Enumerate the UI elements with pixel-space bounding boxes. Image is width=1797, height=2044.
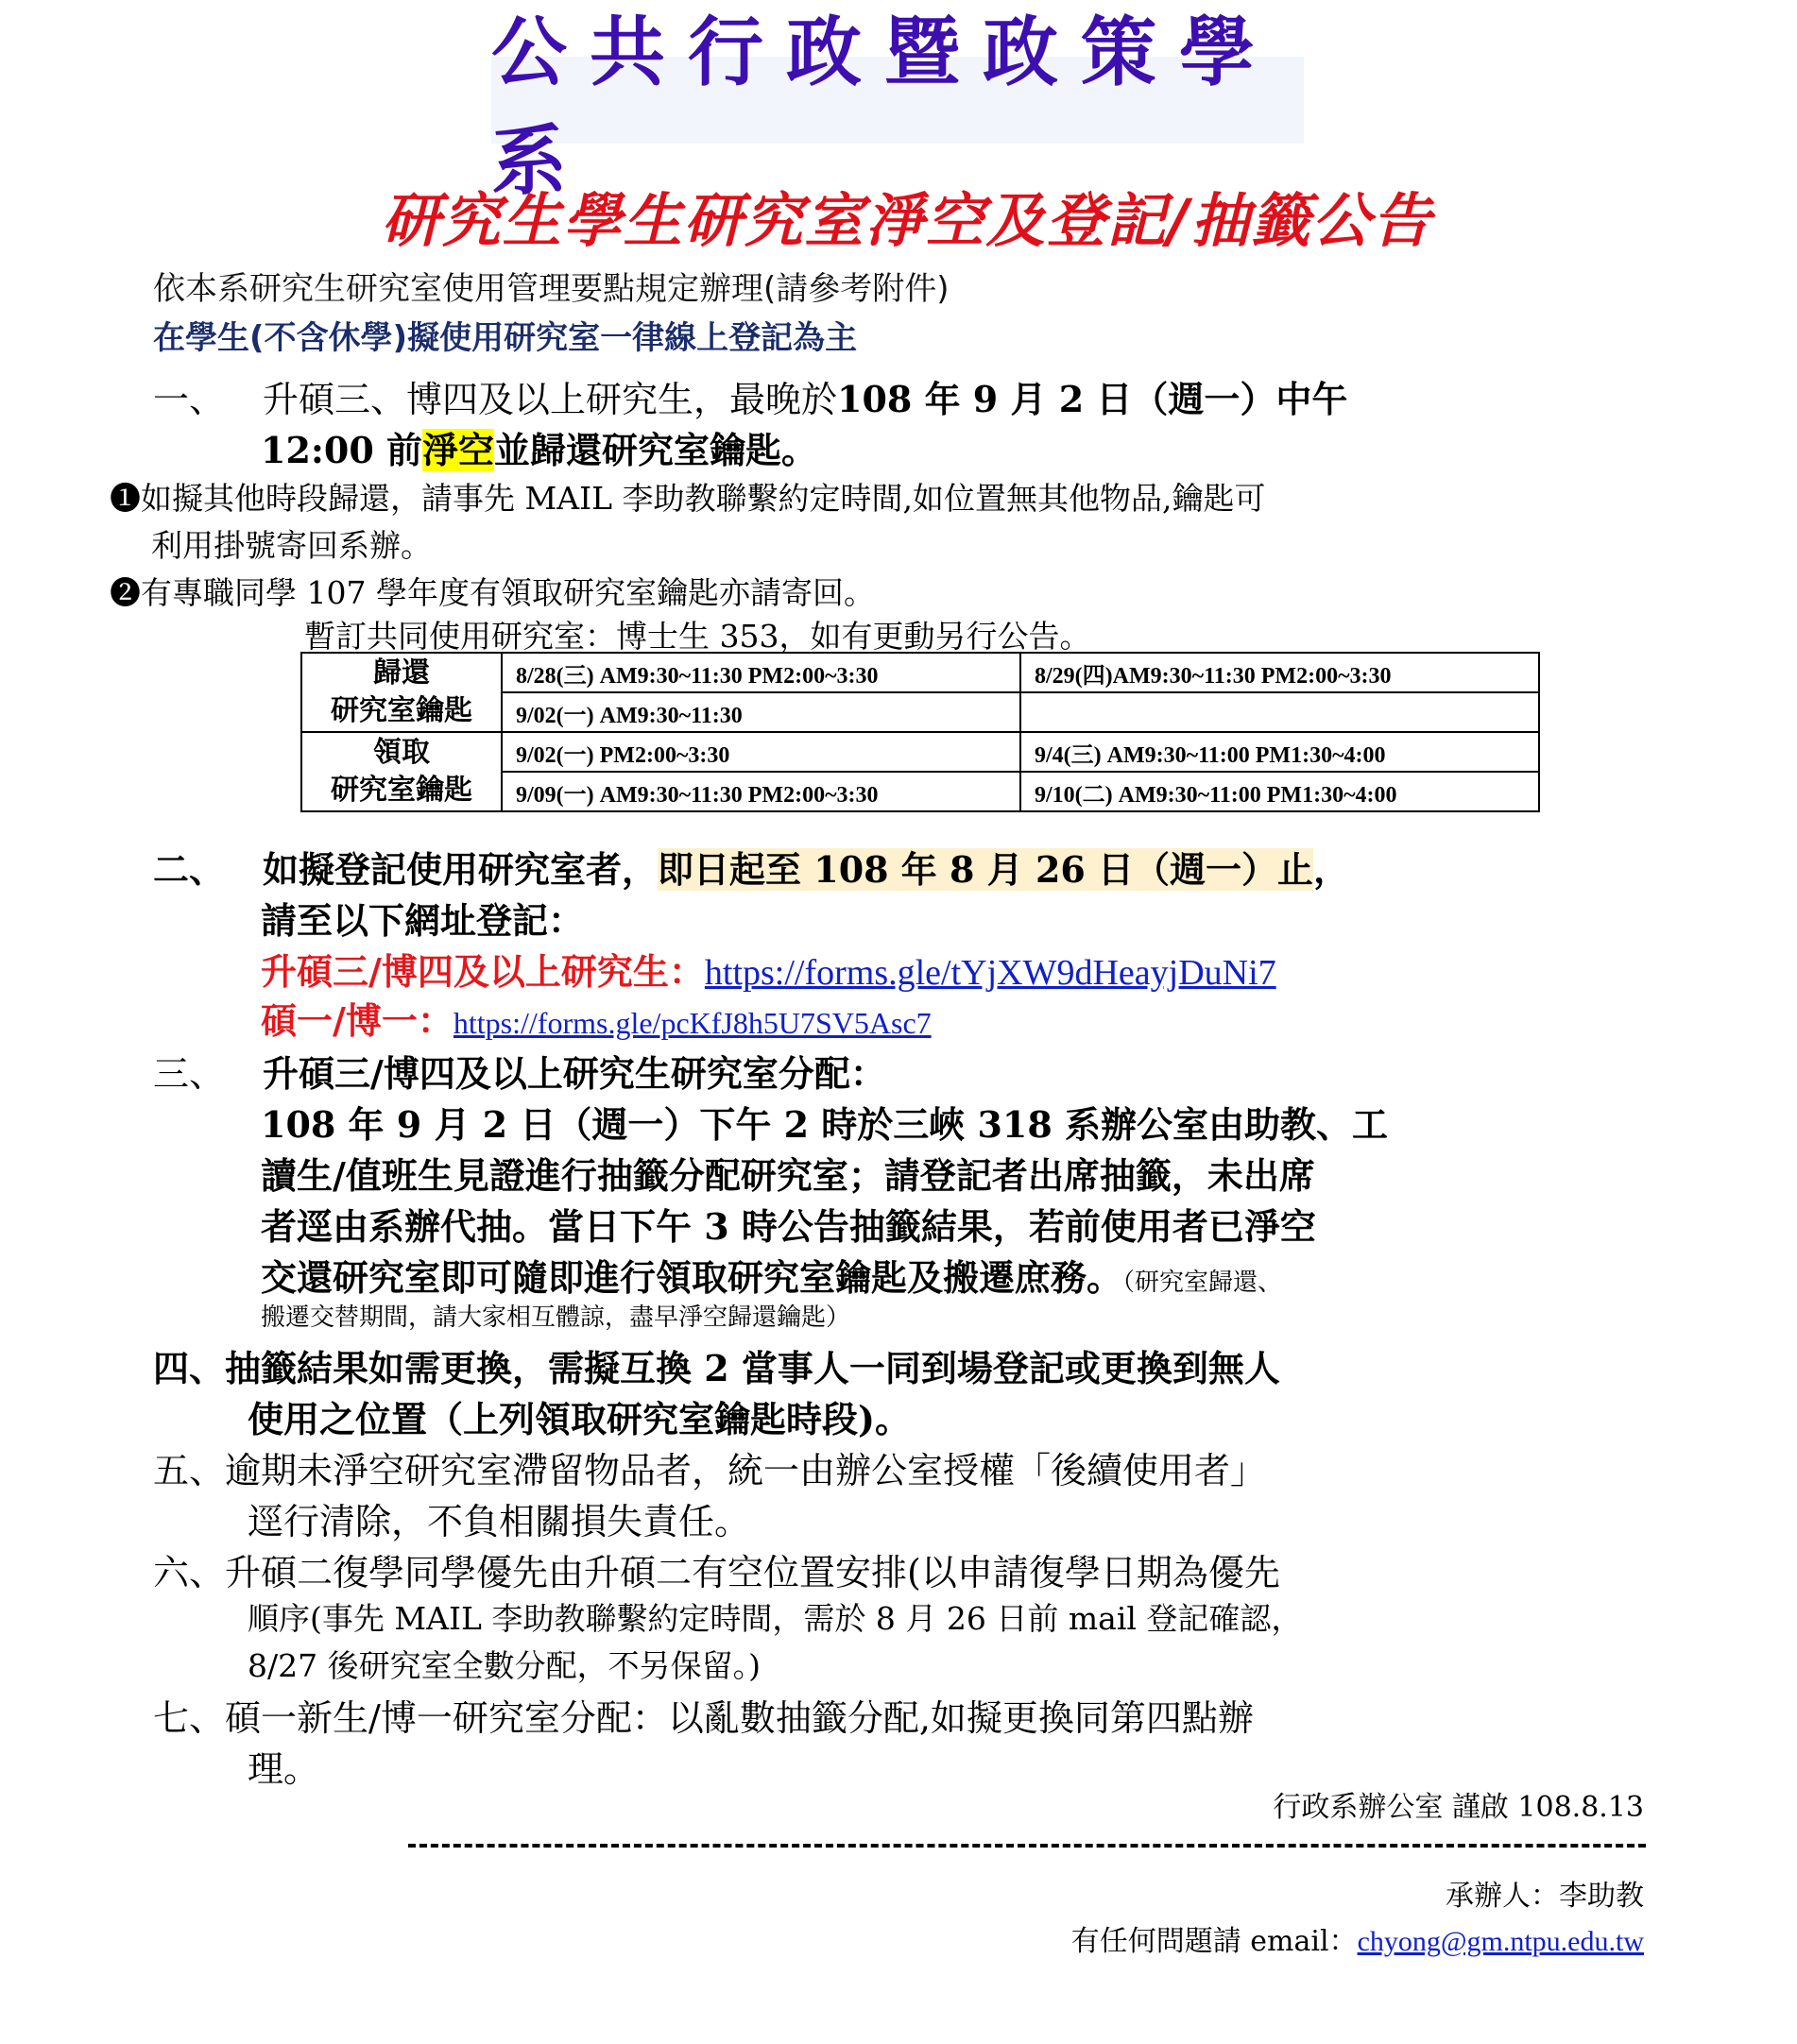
item-5-marker: 五、 [153, 1450, 226, 1491]
table-cell: 9/10(二) AM9:30~11:00 PM1:30~4:00 [1020, 772, 1539, 811]
number-2-icon: ❷ [110, 574, 141, 611]
highlight-clear-out: 淨空 [422, 429, 495, 471]
item-3-heading: 三、 升碩三/博四及以上研究生研究室分配： [153, 1052, 886, 1095]
contact-email-link[interactable]: chyong@gm.ntpu.edu.tw [1357, 1926, 1644, 1957]
item-5-line-2: 逕行清除，不負相關損失責任。 [248, 1501, 751, 1542]
item-1-line-1: 一、 升碩三、博四及以上研究生，最晚於108 年 9 月 2 日（週一）中午 [153, 378, 1348, 420]
registration-deadline: 即日起至 108 年 8 月 26 日（週一）止 [658, 848, 1314, 891]
pickup-keys-header: 領取 研究室鑰匙 [301, 732, 502, 811]
item-4-line-2: 使用之位置（上列領取研究室鑰匙時段)。 [248, 1398, 911, 1440]
item-3-line-1: 108 年 9 月 2 日（週一）下午 2 時於三峽 318 系辦公室由助教、工 [261, 1103, 1389, 1146]
senior-registration-link[interactable]: https://forms.gle/tYjXW9dHeayjDuNi7 [704, 953, 1276, 993]
shared-room-note: 暫訂共同使用研究室：博士生 353，如有更動另行公告。 [304, 618, 1091, 655]
item-2-line-1: 二、 如擬登記使用研究室者，即日起至 108 年 8 月 26 日（週一）止， [153, 848, 1350, 891]
intro-line-2: 在學生(不含休學)擬使用研究室一律線上登記為主 [153, 319, 858, 357]
divider [408, 1844, 1646, 1848]
table-row [301, 653, 1539, 692]
item-7-marker: 七、 [153, 1697, 226, 1739]
item-6-line-2: 順序(事先 MAIL 李助教聯繫約定時間，需於 8 月 26 日前 mail 登記確認， [248, 1600, 1303, 1637]
number-1-icon: ❶ [110, 480, 141, 517]
item-2-link-2-row: 碩一/博一：https://forms.gle/pcKfJ8h5U7SV5Asc7 [261, 999, 932, 1042]
department-title: 公共行政暨政策學系 [491, 9, 1277, 205]
item-2-link-1-row: 升碩三/博四及以上研究生：https://forms.gle/tYjXW9dHeayjDuNi7 [261, 950, 1276, 993]
item-7-line-1: 七、碩一新生/博一研究室分配：以亂數抽籤分配,如擬更換同第四點辦 [153, 1697, 1254, 1739]
table-cell: 9/02(一) PM2:00~3:30 [502, 732, 1020, 772]
item-3-line-3: 者逕由系辦代抽。當日下午 3 時公告抽籤結果，若前使用者已淨空 [261, 1205, 1316, 1248]
contact-person: 承辦人：李助教 [1446, 1880, 1644, 1913]
key-schedule-table [300, 652, 1540, 812]
item-4-marker: 四、 [153, 1347, 226, 1389]
issuer-signature: 行政系辦公室 謹啟 108.8.13 [1273, 1791, 1644, 1824]
table-cell [1020, 692, 1539, 732]
table-cell: 8/29(四)AM9:30~11:30 PM2:00~3:30 [1020, 653, 1539, 692]
intro-line-1: 依本系研究生研究室使用管理要點規定辦理(請參考附件) [153, 270, 950, 308]
item-4-line-1: 四、抽籤結果如需更換，需擬互換 2 當事人一同到場登記或更換到無人 [153, 1347, 1280, 1389]
item-1-note-1-cont: 利用掛號寄回系辦。 [151, 527, 432, 564]
freshman-registration-link[interactable]: https://forms.gle/pcKfJ8h5U7SV5Asc7 [453, 1006, 932, 1040]
item-1-marker: 一、 [153, 379, 226, 420]
item-2-line-2: 請至以下網址登記： [261, 899, 585, 942]
item-1-note-2: ❷有專職同學 107 學年度有領取研究室鑰匙亦請寄回。 [110, 574, 875, 611]
item-7-line-2: 理。 [248, 1748, 320, 1790]
item-6-marker: 六、 [153, 1552, 226, 1593]
item-2-marker: 二、 [153, 848, 226, 891]
item-3-line-4: 交還研究室即可隨即進行領取研究室鑰匙及搬遷庶務。（研究室歸還、 [261, 1256, 1283, 1299]
return-keys-header: 歸還 研究室鑰匙 [301, 653, 502, 732]
item-3-marker: 三、 [153, 1053, 226, 1095]
item-1-line-2: 12:00 前淨空並歸還研究室鑰匙。 [261, 429, 818, 471]
department-banner [491, 9, 1304, 205]
item-3-note: 搬遷交替期間，請大家相互體諒，盡早淨空歸還鑰匙） [261, 1303, 851, 1332]
item-1-note-1: ❶如擬其他時段歸還，請事先 MAIL 李助教聯繫約定時間,如位置無其他物品,鑰匙可 [110, 480, 1266, 517]
table-cell: 8/28(三) AM9:30~11:30 PM2:00~3:30 [502, 653, 1020, 692]
table-row [301, 732, 1539, 772]
notice-title: 研究生學生研究室淨空及登記/抽籤公告 [381, 186, 1433, 255]
contact-email-row: 有任何問題請 email：chyong@gm.ntpu.edu.tw [1070, 1925, 1644, 1958]
table-cell: 9/02(一) AM9:30~11:30 [502, 692, 1020, 732]
item-5-line-1: 五、逾期未淨空研究室滯留物品者，統一由辦公室授權「後續使用者」 [153, 1450, 1267, 1491]
item-3-line-2: 讀生/值班生見證進行抽籤分配研究室；請登記者出席抽籤，未出席 [261, 1154, 1315, 1197]
table-cell: 9/4(三) AM9:30~11:00 PM1:30~4:00 [1020, 732, 1539, 772]
item-6-line-3: 8/27 後研究室全數分配，不另保留。) [248, 1647, 761, 1684]
table-cell: 9/09(一) AM9:30~11:30 PM2:00~3:30 [502, 772, 1020, 811]
item-6-line-1: 六、升碩二復學同學優先由升碩二有空位置安排(以申請復學日期為優先 [153, 1552, 1280, 1593]
